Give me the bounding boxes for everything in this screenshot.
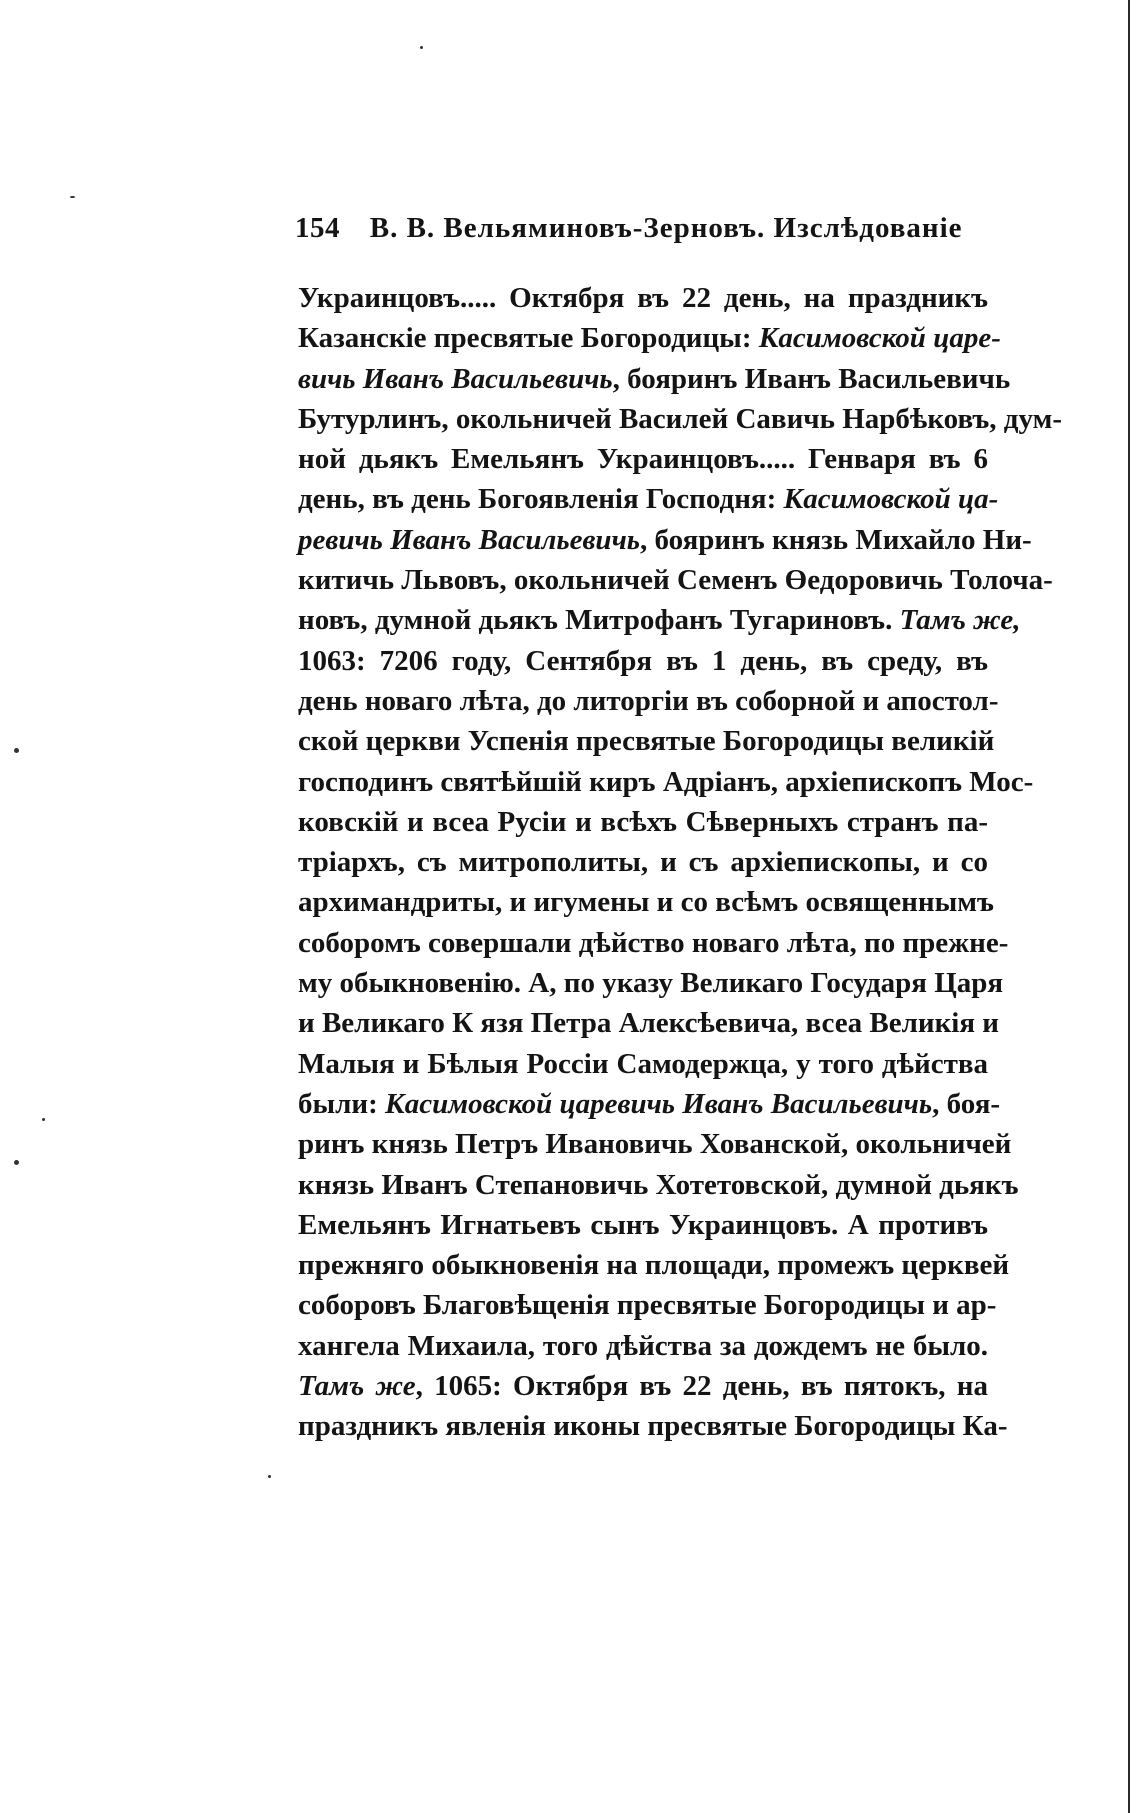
text-line: [298, 842, 988, 882]
text-span: соборовъ Благовѣщенія пресвятые Богородицы и ар-: [298, 1289, 997, 1322]
text-line: [298, 1245, 1010, 1285]
text-span: тріархъ, съ митрополиты, и съ архіепископы, и со: [298, 846, 988, 879]
text-span: князь Иванъ Степановичь Хотетовской, думной дьякъ: [298, 1168, 1019, 1201]
scan-speck: [268, 1475, 271, 1478]
italic-span: вичь Иванъ Васильевичь: [298, 362, 613, 395]
text-line: [298, 439, 988, 479]
text-span: Емельянъ Игнатьевъ сынъ Украинцовъ. А противъ: [298, 1208, 988, 1241]
text-line: [298, 802, 988, 842]
text-span: были:: [298, 1087, 386, 1120]
text-line: [298, 963, 1004, 1003]
text-span: прежняго обыкновенія на площади, промежъ церквей: [298, 1249, 1010, 1282]
italic-span: ревичь Иванъ Васильевичь: [298, 523, 641, 556]
italic-span: Тамъ же,: [899, 604, 1021, 637]
text-span: и Великаго К язя Петра Алексѣевича, всеа Великія и: [298, 1007, 999, 1040]
text-line: [298, 721, 995, 761]
running-title: В. В. Вельяминовъ-Зерновъ. Изслѣдованіе: [369, 212, 963, 244]
scan-speck: [14, 1160, 19, 1165]
text-line: [298, 1084, 1001, 1124]
page-header: [295, 212, 995, 252]
text-line: [298, 359, 1011, 399]
text-span: хангела Михаила, того дѣйства за дождемъ не было.: [298, 1329, 988, 1362]
page-edge-line: [1128, 0, 1130, 1813]
text-line: [298, 560, 1053, 600]
text-span: архимандриты, и игумены и со всѣмъ освященнымъ: [298, 886, 994, 919]
text-line: [298, 1003, 999, 1043]
text-line: [298, 681, 999, 721]
text-span: соборомъ совершали дѣйство новаго лѣта, по прежне-: [298, 926, 1009, 959]
text-line: [298, 278, 988, 318]
text-line: [298, 318, 1001, 358]
text-span: , боя-: [932, 1087, 1001, 1120]
text-span: Бутурлинъ, окольничей Василей Савичь Нарбѣковъ, дум-: [298, 402, 1062, 435]
scan-speck: [70, 196, 75, 198]
text-line: [298, 1326, 988, 1366]
text-span: Малыя и Бѣлыя Россіи Самодержца, у того дѣйства: [298, 1047, 988, 1080]
text-span: день, въ день Богоявленія Господня:: [298, 483, 784, 516]
scan-speck: [420, 46, 423, 49]
text-span: день новаго лѣта, до литоргіи въ соборной и апостол-: [298, 684, 999, 717]
text-line: [298, 923, 1009, 963]
text-span: , 1065: Октября въ 22 день, въ пятокъ, на: [415, 1370, 988, 1403]
text-span: Казанскіе пресвятые Богородицы:: [298, 322, 759, 355]
italic-span: Тамъ же: [298, 1370, 416, 1403]
italic-span: Касимовской царе-: [758, 322, 1001, 355]
text-line: [298, 1124, 1012, 1164]
text-line: [298, 399, 1062, 439]
text-line: [298, 479, 999, 519]
text-span: ской церкви Успенія пресвятые Богородицы великій: [298, 725, 995, 758]
scan-speck: [42, 1118, 45, 1121]
text-span: ной дьякъ Емельянъ Украинцовъ..... Генваря въ 6: [298, 443, 988, 476]
text-line: [298, 641, 988, 681]
text-span: новъ, думной дьякъ Митрофанъ Тугариновъ.: [298, 604, 900, 637]
text-span: , бояринъ князь Михайло Ни-: [640, 523, 1032, 556]
text-line: [298, 762, 1034, 802]
page-number: 154: [295, 212, 340, 244]
text-span: , бояринъ Иванъ Васильевичь: [612, 362, 1011, 395]
italic-span: Касимовской ца-: [783, 483, 999, 516]
text-line: [298, 520, 1032, 560]
text-span: праздникъ явленія иконы пресвятые Богородицы Ка-: [298, 1410, 1008, 1443]
text-line: [298, 1285, 997, 1325]
italic-span: Касимовской царевичь Иванъ Васильевичь: [385, 1087, 933, 1120]
text-span: ринъ князь Петръ Ивановичь Хованской, окольничей: [298, 1128, 1012, 1161]
body-text: [298, 278, 1062, 1447]
text-line: [298, 600, 1021, 640]
text-span: му обыкновенію. А, по указу Великаго Государя Царя: [298, 967, 1004, 1000]
text-line: [298, 1205, 988, 1245]
text-line: [298, 1406, 1008, 1446]
text-span: 1063: 7206 году, Сентября въ 1 день, въ среду, въ: [298, 644, 988, 677]
text-span: ковскій и всеа Русіи и всѣхъ Сѣверныхъ странъ па-: [298, 805, 988, 838]
text-line: [298, 1044, 988, 1084]
text-span: Украинцовъ..... Октября въ 22 день, на праздникъ: [298, 282, 988, 314]
text-span: господинъ святѣйшій киръ Адріанъ, архіепископъ Мос-: [298, 765, 1034, 798]
text-line: [298, 882, 994, 922]
text-line: [298, 1165, 1019, 1205]
text-span: китичь Львовъ, окольничей Семенъ Өедоровичь Толоча-: [298, 564, 1053, 597]
scan-speck: [14, 748, 19, 753]
text-line: [298, 1366, 988, 1406]
